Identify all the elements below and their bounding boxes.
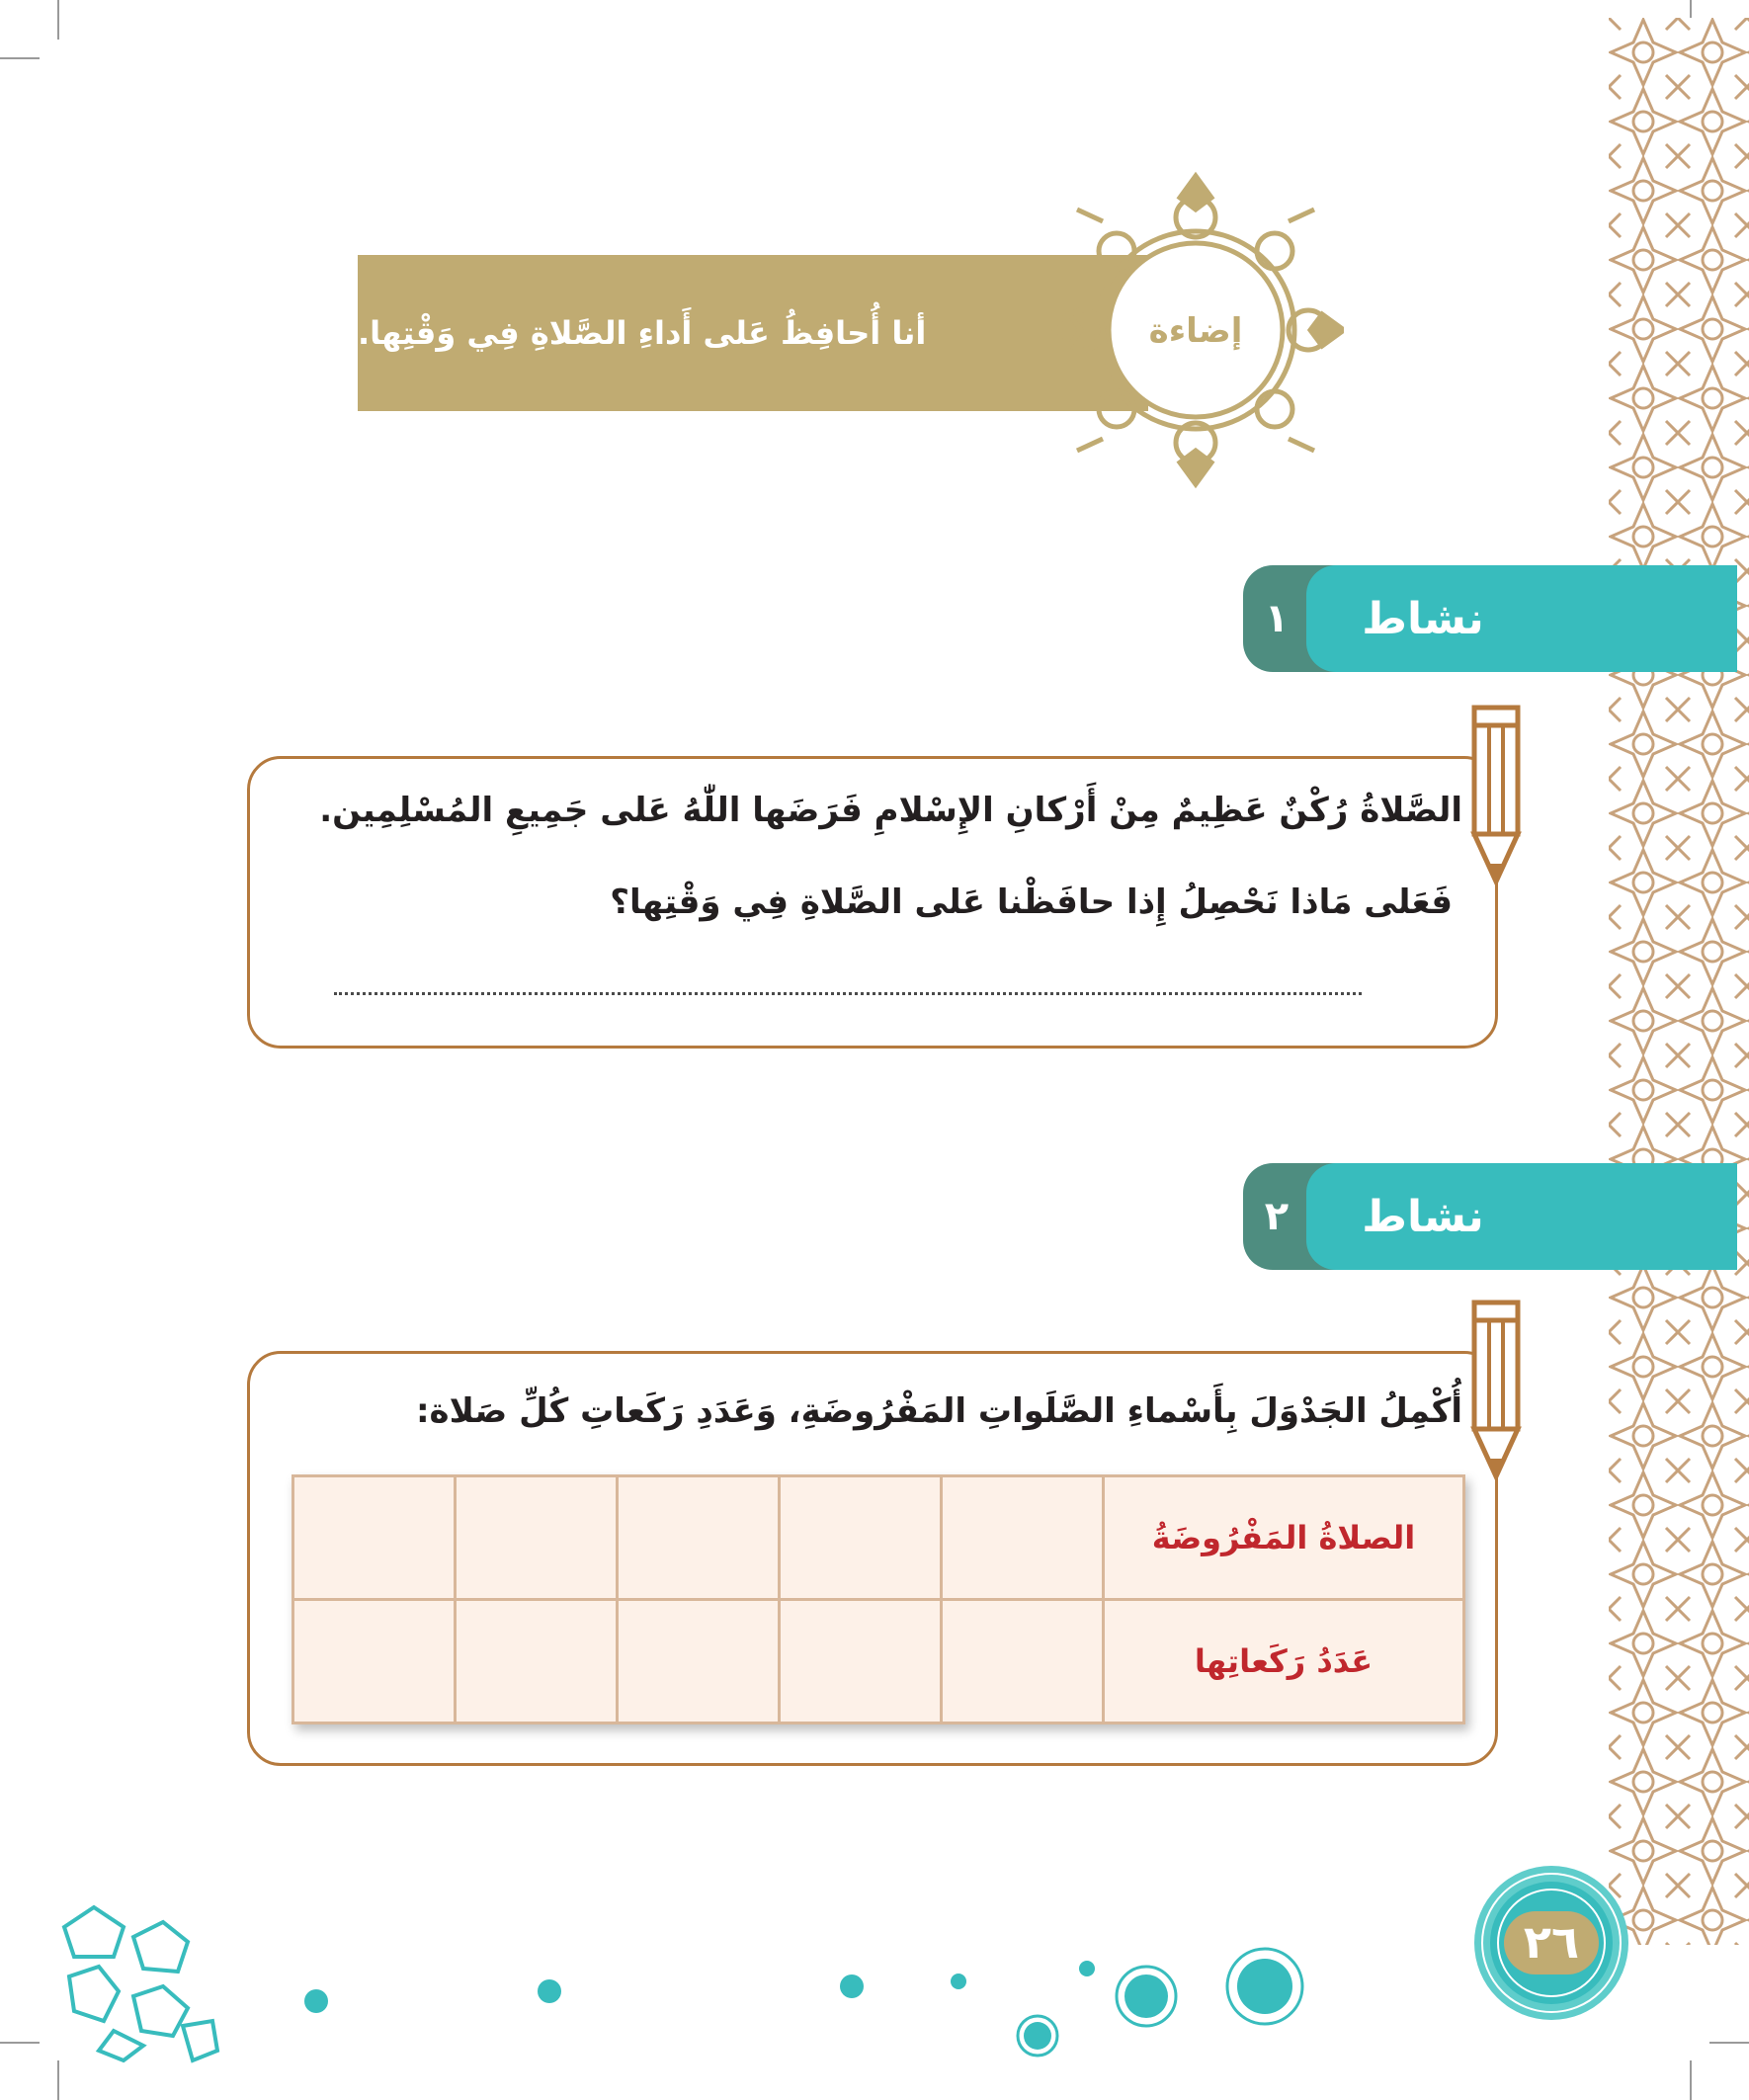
table-cell-input[interactable] <box>293 1600 456 1723</box>
crop-mark <box>0 2042 40 2044</box>
banner-title: إضاءة <box>1148 311 1243 351</box>
table-cell-input[interactable] <box>618 1600 780 1723</box>
activity1-text-line2: فَعَلى مَاذا نَحْصِلُ إِذا حافَظْنا عَلى الصَّلاةِ فِي وَقْتِها؟ <box>610 882 1453 922</box>
floral-dots-decoration <box>277 1937 1364 2085</box>
page-number: ٢٦ <box>1523 1915 1580 1969</box>
banner-text: أنا أُحافِظُ عَلى أَداءِ الصَّلاةِ فِي وَقْتِها. <box>358 314 927 352</box>
table-cell-input[interactable] <box>456 1476 618 1600</box>
geometric-pattern-strip <box>1609 18 1749 1945</box>
crop-mark <box>57 0 59 40</box>
activity2-number: ٢ <box>1264 1194 1290 1239</box>
crop-mark <box>1690 2060 1692 2100</box>
table-cell-input[interactable] <box>456 1600 618 1723</box>
activity1-text-line1: الصَّلاةُ رُكْنٌ عَظِيمٌ مِنْ أَرْكانِ الإِسْلامِ فَرَضَها اللّٰهُ عَلى جَمِيعِ المُسْلِمِين. <box>319 791 1462 830</box>
activity1-number: ١ <box>1264 596 1290 641</box>
pencil-icon <box>1470 1299 1522 1481</box>
crop-mark <box>0 57 40 59</box>
activity2-label: نشاط <box>1362 1191 1484 1242</box>
table-cell-input[interactable] <box>618 1476 780 1600</box>
row-header-rakat: عَدَدُ رَكَعاتِها <box>1104 1600 1464 1723</box>
answer-line[interactable] <box>334 988 1362 995</box>
pencil-icon <box>1470 704 1522 886</box>
prayers-table <box>292 1474 1465 1724</box>
activity2-instruction: أُكْمِلُ الجَدْوَلَ بِأَسْماءِ الصَّلَواتِ المَفْرُوضَةِ، وَعَدَدِ رَكَعاتِ كُلِّ صَلاة: <box>415 1391 1462 1431</box>
table-cell-input[interactable] <box>780 1600 942 1723</box>
table-cell-input[interactable] <box>942 1476 1104 1600</box>
crop-mark <box>1709 2042 1749 2044</box>
geometric-corner-icon <box>54 1897 222 2065</box>
table-cell-input[interactable] <box>293 1476 456 1600</box>
table-row <box>293 1600 1464 1723</box>
crop-mark <box>57 2060 59 2100</box>
table-cell-input[interactable] <box>942 1600 1104 1723</box>
table-cell-input[interactable] <box>780 1476 942 1600</box>
table-row <box>293 1476 1464 1600</box>
row-header-prayer: الصلاةُ المَفْرُوضَةُ <box>1104 1476 1464 1600</box>
activity1-label: نشاط <box>1362 593 1484 644</box>
